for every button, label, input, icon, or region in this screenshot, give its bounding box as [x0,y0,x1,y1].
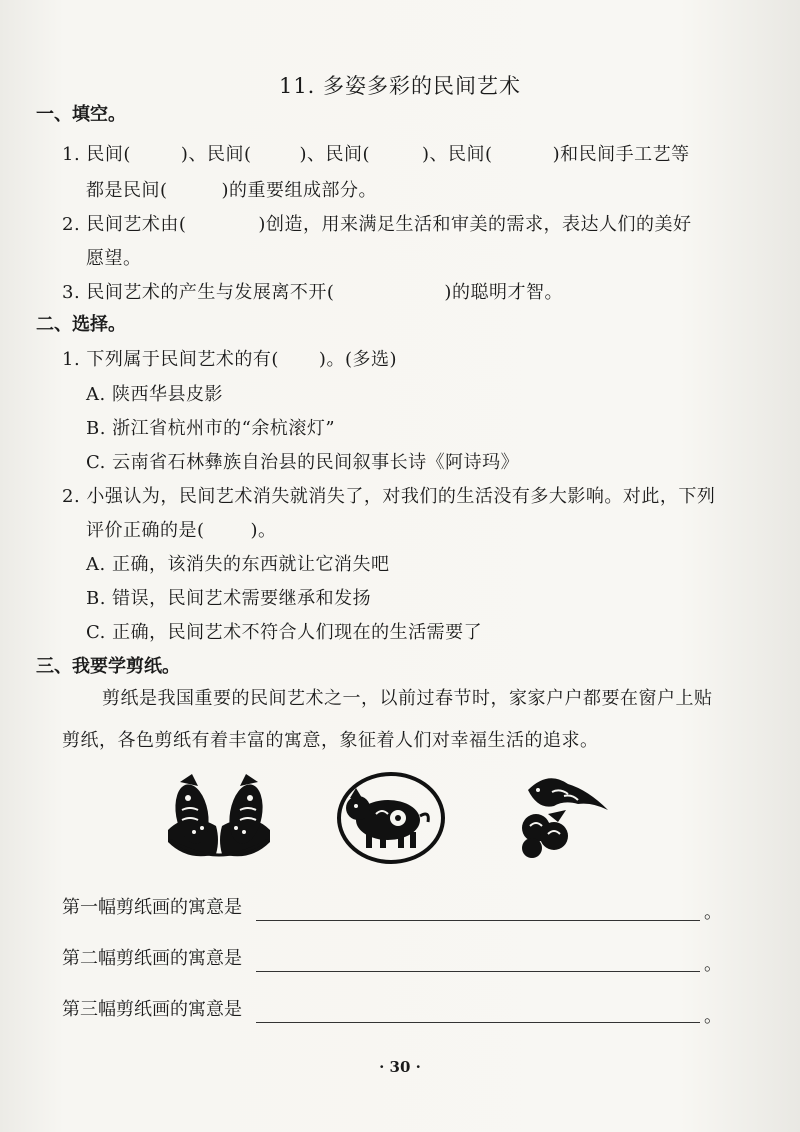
pig-icon [336,770,446,866]
papercut-question-3: 第三幅剪纸画的寓意是 [62,999,242,1020]
section-papercut-heading: 三、我要学剪纸。 [36,656,180,677]
papercut-fish-image [158,770,280,866]
papercut-bird-image [508,770,612,866]
fill-question-1: 1. 民间( )、民间( )、民间( )、民间( )和民间手工艺等 [62,144,690,165]
answer-line-3[interactable] [256,1022,700,1023]
choice-2-option-a[interactable]: A. 正确，该消失的东西就让它消失吧 [86,554,390,575]
choice-1-option-b[interactable]: B. 浙江省杭州市的“余杭滚灯” [86,418,336,439]
answer-line-1-end: 。 [704,902,722,923]
answer-line-2-end: 。 [704,954,722,975]
bird-icon [508,770,612,866]
papercut-pig-image [336,770,446,866]
choice-question-2: 2. 小强认为，民间艺术消失就消失了，对我们的生活没有多大影响。对此，下列 [62,486,716,507]
page-title: 11. 多姿多彩的民间艺术 [278,74,522,98]
papercut-question-2: 第二幅剪纸画的寓意是 [62,948,242,969]
fill-question-1-cont: 都是民间( )的重要组成部分。 [86,180,378,201]
choice-2-option-b[interactable]: B. 错误，民间艺术需要继承和发扬 [86,588,372,609]
choice-2-option-c[interactable]: C. 正确，民间艺术不符合人们现在的生活需要了 [86,622,483,643]
choice-1-option-a[interactable]: A. 陕西华县皮影 [86,384,223,405]
fill-question-2-cont: 愿望。 [86,248,142,269]
answer-line-2[interactable] [256,971,700,972]
choice-1-option-c[interactable]: C. 云南省石林彝族自治县的民间叙事长诗《阿诗玛》 [86,452,520,473]
fish-icon [158,770,280,866]
answer-line-1[interactable] [256,920,700,921]
choice-question-1: 1. 下列属于民间艺术的有( )。(多选) [62,349,397,370]
papercut-paragraph: 剪纸是我国重要的民间艺术之一，以前过春节时，家家户户都要在窗户上贴剪纸，各色剪纸有着丰富的寓意，象征着人们对幸福生活的追求。 [62,688,713,751]
page-number: · 30 · [379,1058,421,1076]
section-choice-heading: 二、选择。 [36,314,126,335]
choice-question-2-cont: 评价正确的是( )。 [86,520,277,541]
fill-question-3: 3. 民间艺术的产生与发展离不开( )的聪明才智。 [62,282,563,303]
section-fill-blank-heading: 一、填空。 [36,104,126,125]
fill-question-2: 2. 民间艺术由( )创造，用来满足生活和审美的需求，表达人们的美好 [62,214,692,235]
papercut-question-1: 第一幅剪纸画的寓意是 [62,897,242,918]
answer-line-3-end: 。 [704,1006,722,1027]
